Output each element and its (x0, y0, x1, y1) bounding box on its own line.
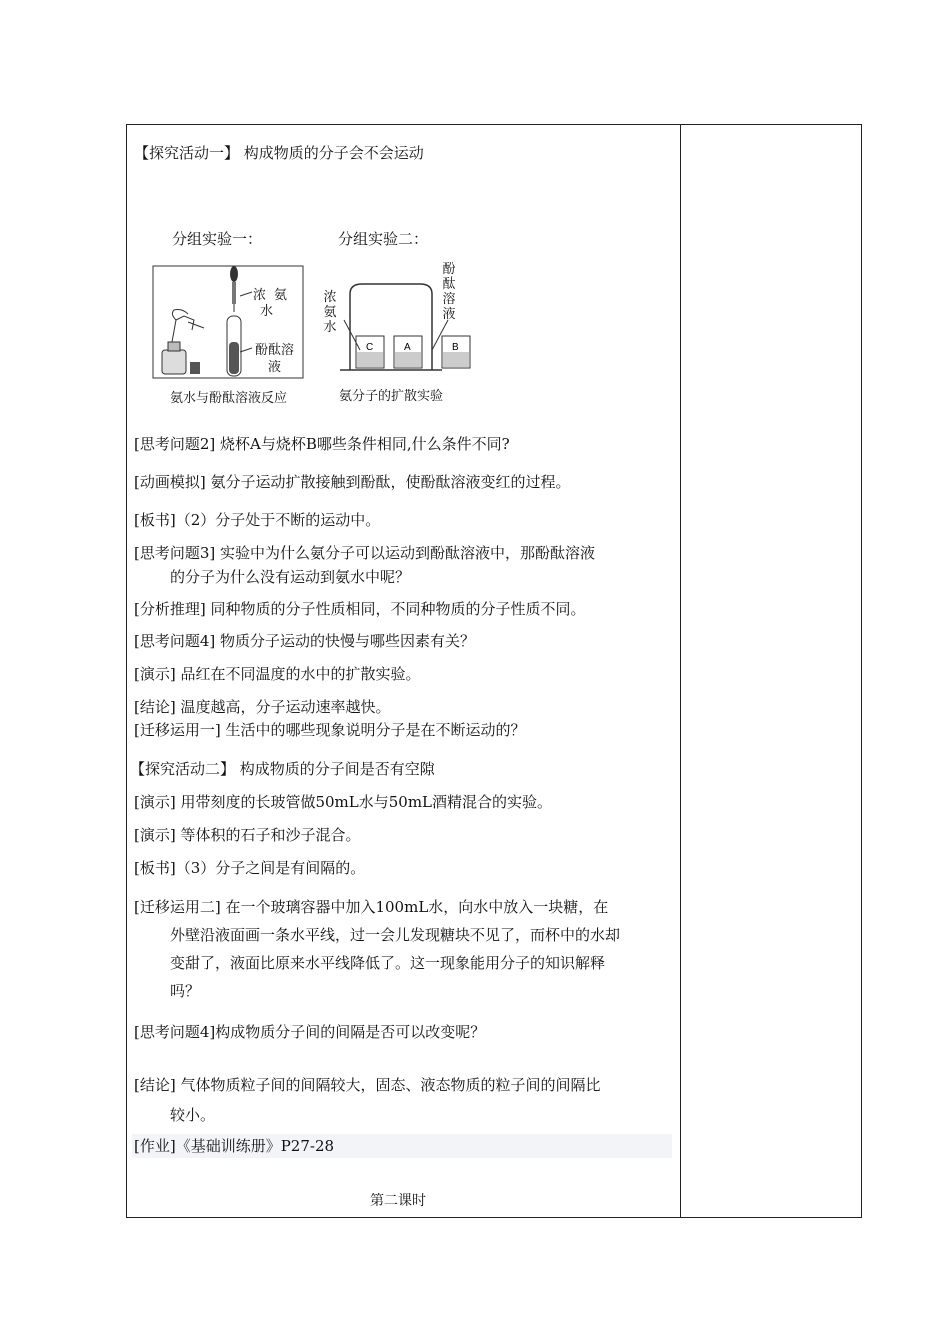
think-q3: [思考问题3] 实验中为什么氨分子可以运动到酚酞溶液中，那酚酞溶液 (134, 544, 596, 562)
fig1-caption: 氨水与酚酞溶液反应 (170, 391, 288, 406)
figure-ammonia-phenolphthalein (152, 258, 312, 380)
figure-ammonia-diffusion (336, 280, 481, 375)
fig2-label-ammonia: 浓氨水 (323, 290, 337, 335)
board-note-2: [板书]（2）分子处于不断的运动中。 (134, 511, 381, 529)
conclusion-2-cont: 较小。 (170, 1106, 216, 1124)
svg-text:B: B (452, 342, 459, 353)
analysis: [分析推理] 同种物质的分子性质相同，不同种物质的分子性质不同。 (134, 600, 586, 618)
exp2-label: 分组实验二： (338, 230, 429, 248)
animation-sim: [动画模拟] 氨分子运动扩散接触到酚酞，使酚酞溶液变红的过程。 (134, 473, 571, 491)
column-divider (680, 124, 681, 1218)
think-q4b: [思考问题4]构成物质分子间的间隔是否可以改变呢？ (134, 1023, 486, 1041)
transfer-2-l2: 外壁沿液面画一条水平线，过一会儿发现糖块不见了，而杯中的水却 (170, 926, 621, 944)
fig1-label-shui: 水 (260, 304, 274, 319)
fig1-label-phenol: 酚酞溶 (255, 343, 295, 358)
fig1-label-an: 氨 (274, 288, 288, 303)
fig1-label-ye: 液 (268, 360, 282, 375)
transfer-2-l3: 变甜了，液面比原来水平线降低了。这一现象能用分子的知识解释 (170, 954, 606, 972)
conclusion-1: [结论] 温度越高，分子运动速率越快。 (134, 698, 391, 716)
demo-pinhong: [演示] 品红在不同温度的水中的扩散实验。 (134, 665, 421, 683)
conclusion-2: [结论] 气体物质粒子间的间隔较大，固态、液态物质的粒子间的间隔比 (134, 1076, 601, 1094)
board-note-3: [板书]（3）分子之间是有间隔的。 (134, 859, 366, 877)
footer-second-lesson: 第二课时 (370, 1193, 426, 1209)
activity2-title: 【探究活动二】 构成物质的分子间是否有空隙 (130, 760, 435, 778)
think-q4: [思考问题4] 物质分子运动的快慢与哪些因素有关？ (134, 632, 476, 650)
fig2-caption: 氨分子的扩散实验 (339, 389, 444, 404)
think-q3-cont: 的分子为什么没有运动到氨水中呢？ (170, 568, 411, 586)
svg-text:A: A (404, 342, 411, 353)
homework: [作业]《基础训练册》P27-28 (134, 1137, 335, 1155)
exp1-label: 分组实验一： (172, 230, 263, 248)
transfer-1: [迁移运用一] 生活中的哪些现象说明分子是在不断运动的？ (134, 721, 526, 739)
transfer-2: [迁移运用二] 在一个玻璃容器中加入100mL水，向水中放入一块糖，在 (134, 898, 609, 916)
transfer-2-l4: 吗？ (170, 982, 201, 1000)
fig1-label-nong: 浓 (253, 288, 267, 303)
fig2-label-phenol: 酚酞溶液 (442, 262, 456, 322)
think-q2: [思考问题2] 烧杯A与烧杯B哪些条件相同,什么条件不同? (134, 435, 510, 453)
activity1-title: 【探究活动一】 构成物质的分子会不会运动 (134, 144, 424, 162)
demo-alcohol: [演示] 用带刻度的长玻管做50mL水与50mL酒精混合的实验。 (134, 793, 553, 811)
demo-stones: [演示] 等体积的石子和沙子混合。 (134, 826, 361, 844)
svg-text:C: C (366, 342, 374, 353)
